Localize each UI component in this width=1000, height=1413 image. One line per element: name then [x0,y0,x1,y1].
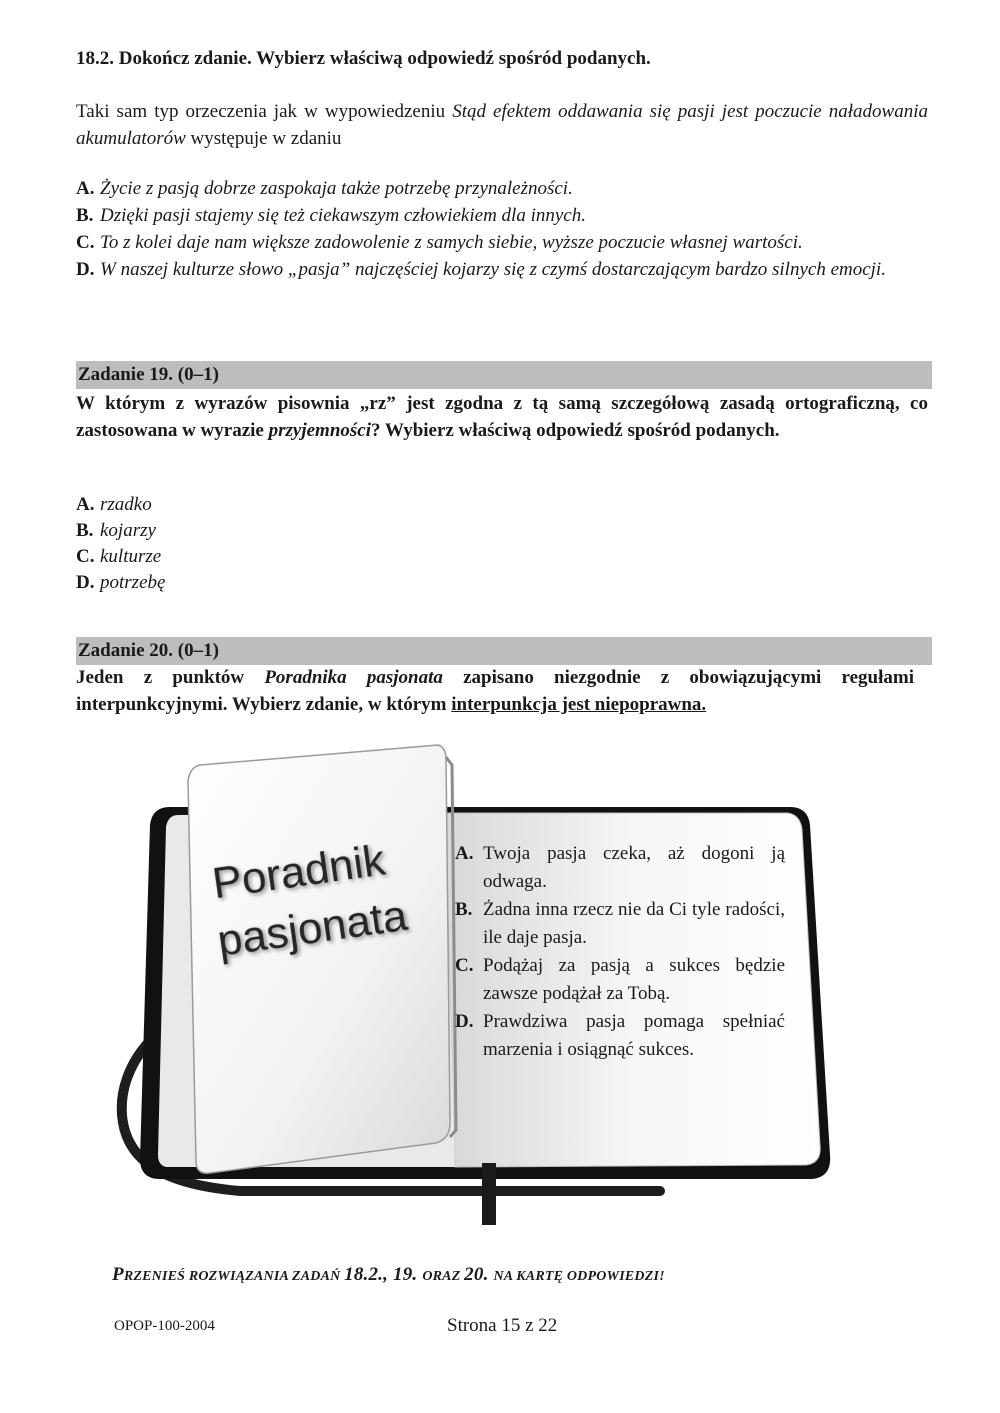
ribbon-bookmark [482,1163,496,1225]
task-20-question: Jeden z punktów Poradnika pasjonata zapisano niezgodnie z obowiązującymi regułami interpunkcyjnymi. Wybierz zdanie, w którym interpunkcja jest niepoprawna. [76,667,914,715]
svg-text:Poradnik: Poradnik [209,835,389,908]
exam-code: OPOP-100-2004 [114,1318,215,1334]
instruction-text-end: występuje w zdaniu [185,128,342,149]
transfer-answers-note: PRZENIEŚ ROZWIĄZANIA ZADAŃ 18.2., 19. ORAZ 20. NA KARTĘ ODPOWIEDZI! [112,1264,665,1285]
task-18-2-instruction [76,98,928,152]
answer-option-d[interactable]: D. W naszej kulturze słowo „pasja” najczęściej kojarzy się z czymś dostarczającym bardzo silnych emocji. [76,259,886,280]
svg-text:pasjonata: pasjonata [214,890,411,966]
answer-option-c[interactable]: C. To z kolei daje nam większe zadowolenie z samych siebie, wyższe poczucie własnej wartości. [76,232,803,253]
task-19-title: Zadanie 19. (0–1) [76,361,932,389]
task-19-options [76,492,928,596]
instruction-text-start: Taki sam typ orzeczenia jak w wypowiedzeniu [76,101,453,122]
task-19-question: W którym z wyrazów pisownia „rz” jest zgodna z tą samą szczegółową zasadą ortograficzną, co zastosowana w wyrazie przyjemności? Wybierz właściwą odpowiedź spośród podanych. [76,393,928,441]
task-18-2-heading: 18.2. Dokończ zdanie. Wybierz właściwą odpowiedź spośród podanych. [76,48,651,69]
page-number: Strona 15 z 22 [447,1315,558,1336]
guide-title: Poradnika pasjonata [264,667,443,688]
guide-options [455,840,785,1064]
answer-option-b[interactable]: B. kojarzy [76,520,156,541]
answer-option-b[interactable]: B. Żadna inna rzecz nie da Ci tyle radości, ile daje pasja. [455,899,785,948]
answer-option-a[interactable]: A. Twoja pasja czeka, aż dogoni ją odwaga. [455,843,785,892]
answer-option-c[interactable]: C. kulturze [76,546,162,567]
task-18-2-options [76,175,928,283]
answer-option-d[interactable]: D. potrzebę [76,572,166,593]
answer-option-c[interactable]: C. Podążaj za pasją a sukces będzie zawsze podążał za Tobą. [455,955,785,1004]
quoted-sentence: Stąd efektem oddawania się pasji jest poczucie naładowania akumulatorów [76,101,928,149]
answer-option-d[interactable]: D. Prawdziwa pasja pomaga spełniać marzenia i osiągnąć sukces. [455,1011,785,1060]
answer-option-b[interactable]: B. Dzięki pasji stajemy się też ciekawszym człowiekiem dla innych. [76,205,586,226]
answer-option-a[interactable]: A. Życie z pasją dobrze zaspokaja także potrzebę przynależności. [76,178,573,199]
example-word: przyjemności [268,420,371,441]
task-20-title: Zadanie 20. (0–1) [76,637,932,665]
answer-option-a[interactable]: A. rzadko [76,494,152,515]
underlined-phrase: interpunkcja jest niepoprawna. [451,694,707,715]
